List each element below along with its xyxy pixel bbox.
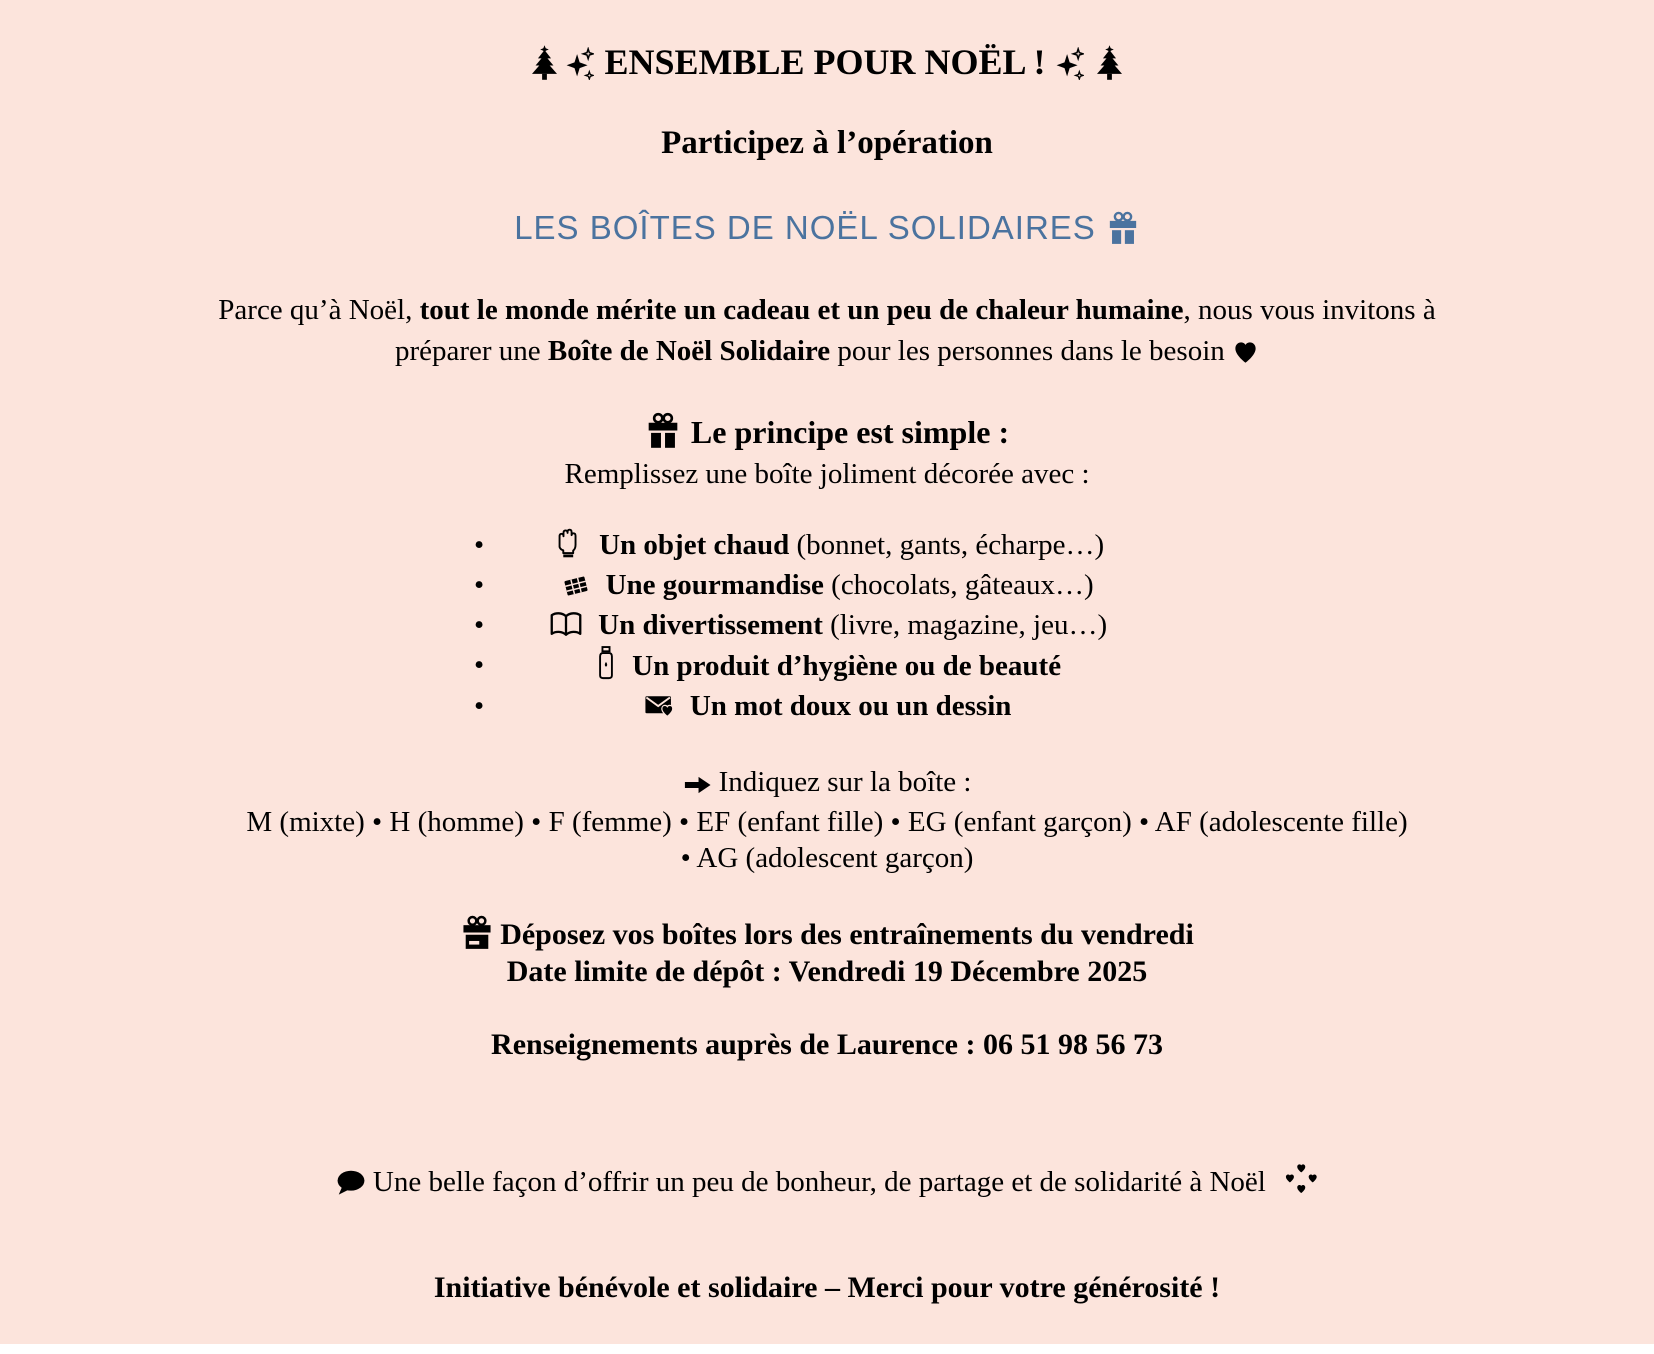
christmas-tree-icon [1094, 45, 1125, 80]
labeling-heading [0, 762, 1654, 803]
operation-heading [0, 205, 1654, 251]
labeling-line-1: M (mixte) • H (homme) • F (femme) • EF (enfant fille) • EG (enfant garçon) • AF (adolescente fille) [246, 806, 1408, 838]
intro-middle: , nous vous invitons à préparer une [394, 294, 1436, 367]
list-item [0, 605, 1654, 645]
glove-icon [550, 526, 586, 560]
intro-paragraph [187, 290, 1467, 372]
list-item [0, 565, 1654, 605]
footer-message: Initiative bénévole et solidaire – Merci pour votre générosité ! [433, 1271, 1221, 1304]
deposit-line-1: Déposez vos boîtes lors des entraînements du vendredi [500, 918, 1194, 951]
sparkles-icon [1056, 47, 1084, 80]
item-rest: (chocolats, gâteaux…) [823, 569, 1094, 601]
item-bold: Un objet chaud [599, 529, 790, 561]
deposit-line-2: Date limite de dépôt : Vendredi 19 Décembre 2025 [506, 955, 1148, 988]
intro-bold-2: Boîte de Noël Solidaire [547, 335, 831, 367]
item-bold: Un divertissement [598, 609, 823, 641]
items-list [0, 525, 1654, 726]
labeling-lines [0, 804, 1654, 876]
right-arrow-icon [683, 773, 713, 797]
item-bold: Un produit d’hygiène ou de beauté [632, 650, 1062, 682]
bullet-marker: • [474, 690, 485, 722]
love-letter-icon [643, 691, 677, 721]
bullet-marker: • [474, 609, 485, 641]
principle-heading-text: Le principe est simple : [690, 414, 1010, 450]
labeling-heading-text: Indiquez sur la boîte : [718, 766, 972, 798]
contact-line: Renseignements auprès de Laurence : 06 51 98 56 73 [491, 1028, 1163, 1061]
subtitle: Participez à l’opération [661, 125, 993, 161]
item-rest: (bonnet, gants, écharpe…) [789, 529, 1105, 561]
bullet-marker: • [474, 649, 485, 681]
title-text: ENSEMBLE POUR NOËL ! [604, 42, 1046, 82]
page-title [0, 0, 1654, 84]
closing-message [0, 1162, 1654, 1203]
revolving-hearts-icon [1283, 1163, 1319, 1197]
gift-icon [645, 412, 681, 449]
heart-icon [1232, 339, 1259, 366]
chocolate-icon [560, 572, 592, 600]
item-rest: (livre, magazine, jeu…) [822, 609, 1108, 641]
bullet-marker: • [474, 529, 485, 561]
bottom-white-strip [0, 1344, 1654, 1354]
lotion-bottle-icon [593, 645, 619, 681]
item-bold: Un mot doux ou un dessin [689, 690, 1012, 722]
item-bold: Une gourmandise [605, 569, 824, 601]
open-book-icon [547, 610, 585, 640]
gift-icon [1106, 211, 1140, 245]
sparkles-icon [566, 47, 594, 80]
intro-suffix: pour les personnes dans le besoin [830, 335, 1233, 367]
intro-prefix: Parce qu’à Noël, [218, 294, 420, 326]
bullet-marker: • [474, 569, 485, 601]
list-item [0, 686, 1654, 726]
speech-bubble-icon [335, 1169, 367, 1197]
intro-bold-1: tout le monde mérite un cadeau et un peu de chaleur humaine [419, 294, 1184, 326]
christmas-tree-icon [529, 45, 560, 80]
labeling-line-2: • AG (adolescent garçon) [680, 842, 974, 874]
list-item [0, 645, 1654, 686]
principle-heading [0, 410, 1654, 454]
principle-subheading: Remplissez une boîte joliment décorée avec : [564, 458, 1090, 490]
list-item [0, 525, 1654, 565]
gift-icon [460, 915, 494, 950]
operation-heading-text: LES BOÎTES DE NOËL SOLIDAIRES [514, 209, 1096, 246]
closing-message-text: Une belle façon d’offrir un peu de bonheur, de partage et de solidarité à Noël [372, 1166, 1274, 1198]
deposit-block [0, 915, 1654, 990]
